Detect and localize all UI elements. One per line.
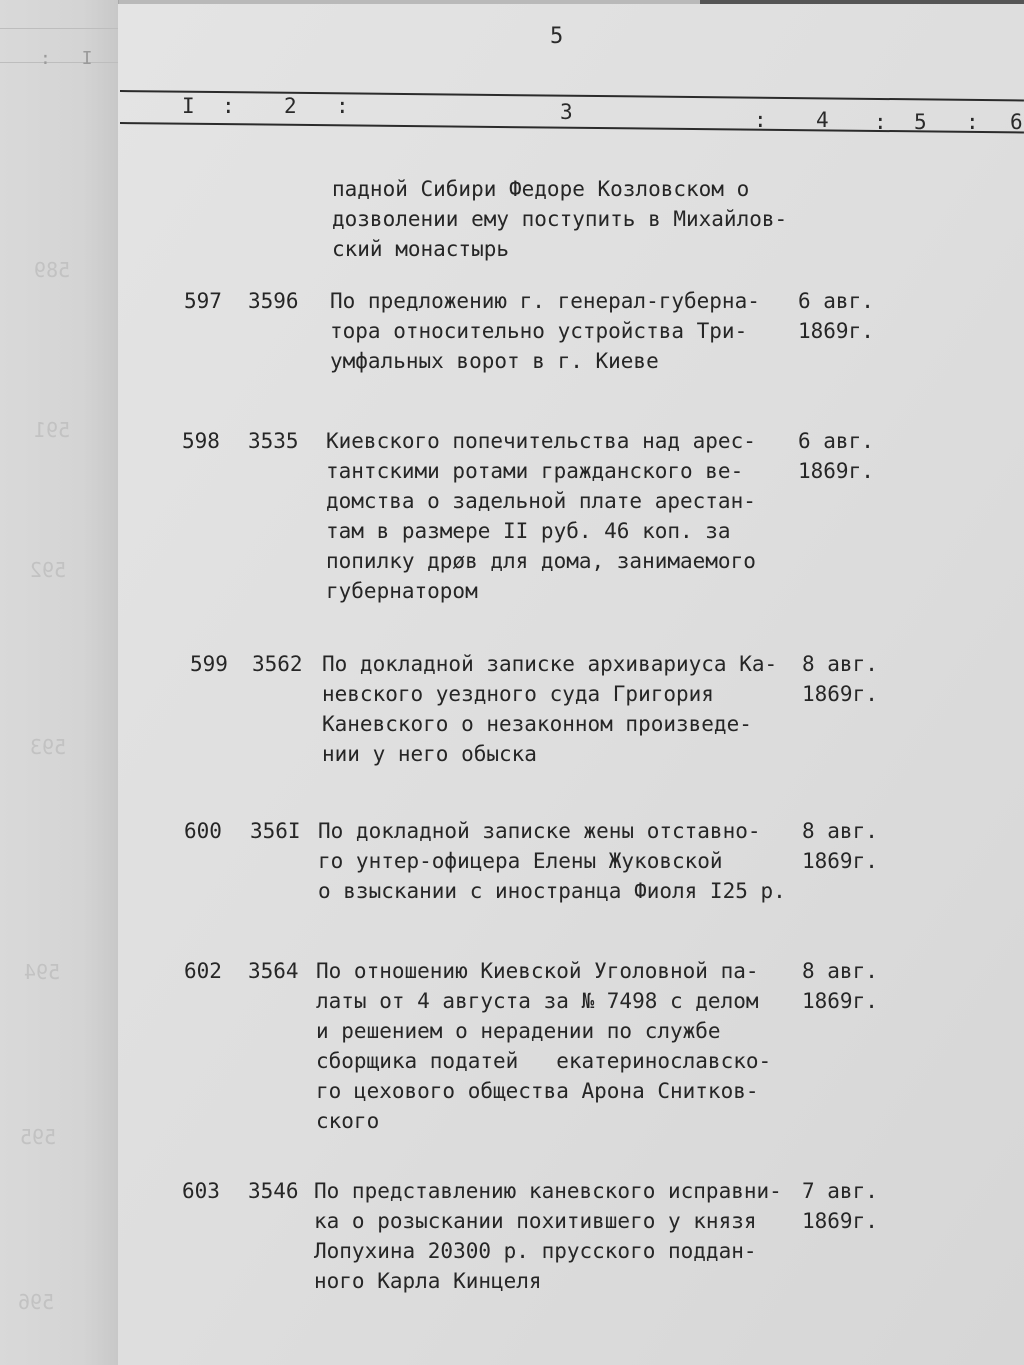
text-line: латы от 4 августа за № 7498 с делом	[316, 989, 759, 1013]
inventory-number: 356I	[250, 819, 301, 843]
text-line: невского уездного суда Григория	[322, 682, 714, 706]
text-line: Каневского о незаконном произведе-	[322, 712, 752, 736]
text-line: ного Карла Кинцеля	[314, 1269, 542, 1293]
entry-date	[798, 426, 874, 486]
text-line: сборщика податей екатеринославско-	[316, 1049, 772, 1073]
text-line: го унтер-офицера Елены Жуковской	[318, 849, 723, 873]
prev-header-rule	[0, 28, 118, 29]
text-line: Киевского попечительства над арес-	[326, 429, 756, 453]
text-line: тантскими ротами гражданского ве-	[326, 459, 744, 483]
column-separator: :	[874, 110, 887, 134]
bleed-through-number: 596	[18, 1290, 55, 1314]
column-header: 2	[284, 94, 297, 118]
entry-description	[326, 426, 826, 606]
bleed-through-number: 589	[34, 258, 71, 282]
text-line: По отношению Киевской Уголовной па-	[316, 959, 759, 983]
text-line: там в размере II руб. 46 коп. за	[326, 519, 731, 543]
previous-page-edge	[0, 0, 119, 1365]
entry-number: 602	[184, 959, 222, 983]
text-line: По докладной записке жены отставно-	[318, 819, 761, 843]
bleed-through-number: 593	[30, 735, 67, 759]
entry-number: 600	[184, 819, 222, 843]
date-day-month: 8 авг.	[802, 652, 878, 676]
column-separator: :	[966, 110, 979, 134]
inventory-number: 3596	[248, 289, 299, 313]
column-header: 6	[1010, 110, 1023, 134]
entry-date	[802, 1176, 878, 1236]
date-year: 1869г.	[798, 319, 874, 343]
text-line: По докладной записке архивариуса Ка-	[322, 652, 778, 676]
text-line: домства о задельной плате арестан-	[326, 489, 756, 513]
column-headers	[118, 94, 1024, 134]
text-line: По представлению каневского исправни-	[314, 1179, 782, 1203]
inventory-number: 3546	[248, 1179, 299, 1203]
text-line: умфальных ворот в г. Киеве	[330, 349, 659, 373]
column-header: 5	[914, 110, 927, 134]
text-line: губернатором	[326, 579, 478, 603]
entry-number: 597	[184, 289, 222, 313]
date-year: 1869г.	[802, 989, 878, 1013]
column-header: 3	[560, 100, 573, 124]
text-line: ка о розыскании похитившего у князя	[314, 1209, 757, 1233]
date-day-month: 6 авг.	[798, 289, 874, 313]
entry-number: 603	[182, 1179, 220, 1203]
document-page	[118, 4, 1024, 1365]
column-separator: :	[222, 94, 235, 118]
entry-date	[802, 649, 878, 709]
column-header: I	[182, 94, 195, 118]
date-year: 1869г.	[802, 849, 878, 873]
bleed-through-number: 595	[20, 1125, 57, 1149]
text-line: ский монастырь	[332, 237, 510, 261]
entry-number: 598	[182, 429, 220, 453]
date-day-month: 6 авг.	[798, 429, 874, 453]
date-day-month: 7 авг.	[802, 1179, 878, 1203]
inventory-number: 3564	[248, 959, 299, 983]
text-line: нии у него обыска	[322, 742, 537, 766]
entry-date	[802, 816, 878, 876]
text-line: По предложению г. генерал-губерна-	[330, 289, 760, 313]
inventory-number: 3562	[252, 652, 303, 676]
prev-header-fragment: : I	[40, 48, 103, 69]
text-line: о взыскании с иностранца Фиоля I25 р.	[318, 879, 786, 903]
entry-description	[322, 649, 822, 769]
entry-date	[798, 286, 874, 346]
date-day-month: 8 авг.	[802, 819, 878, 843]
text-line: падной Сибири Федоре Козловском о	[332, 177, 750, 201]
page-number: 5	[550, 24, 564, 49]
text-line: и решением о нерадении по службе	[316, 1019, 721, 1043]
text-line: дозволении ему поступить в Михайлов-	[332, 207, 788, 231]
bleed-through-number: 594	[24, 960, 61, 984]
column-separator: :	[754, 108, 767, 132]
date-year: 1869г.	[802, 1209, 878, 1233]
text-line: попилку дрøв для дома, занимаемого	[326, 549, 756, 573]
text-line: тора относительно устройства Три-	[330, 319, 748, 343]
continuation-text	[332, 174, 787, 264]
entry-description	[314, 1176, 814, 1296]
date-day-month: 8 авг.	[802, 959, 878, 983]
column-header: 4	[816, 108, 829, 132]
entry-description	[330, 286, 830, 376]
entry-description	[318, 816, 818, 906]
column-separator: :	[336, 94, 349, 118]
text-line: го цехового общества Арона Снитков-	[316, 1079, 759, 1103]
text-line: ского	[316, 1109, 380, 1133]
entry-date	[802, 956, 878, 1016]
bleed-through-number: 591	[34, 418, 71, 442]
inventory-number: 3535	[248, 429, 299, 453]
date-year: 1869г.	[802, 682, 878, 706]
entry-description	[316, 956, 816, 1136]
entry-number: 599	[190, 652, 228, 676]
date-year: 1869г.	[798, 459, 874, 483]
text-line: Лопухина 20300 р. прусского поддан-	[314, 1239, 757, 1263]
bleed-through-number: 592	[30, 558, 67, 582]
